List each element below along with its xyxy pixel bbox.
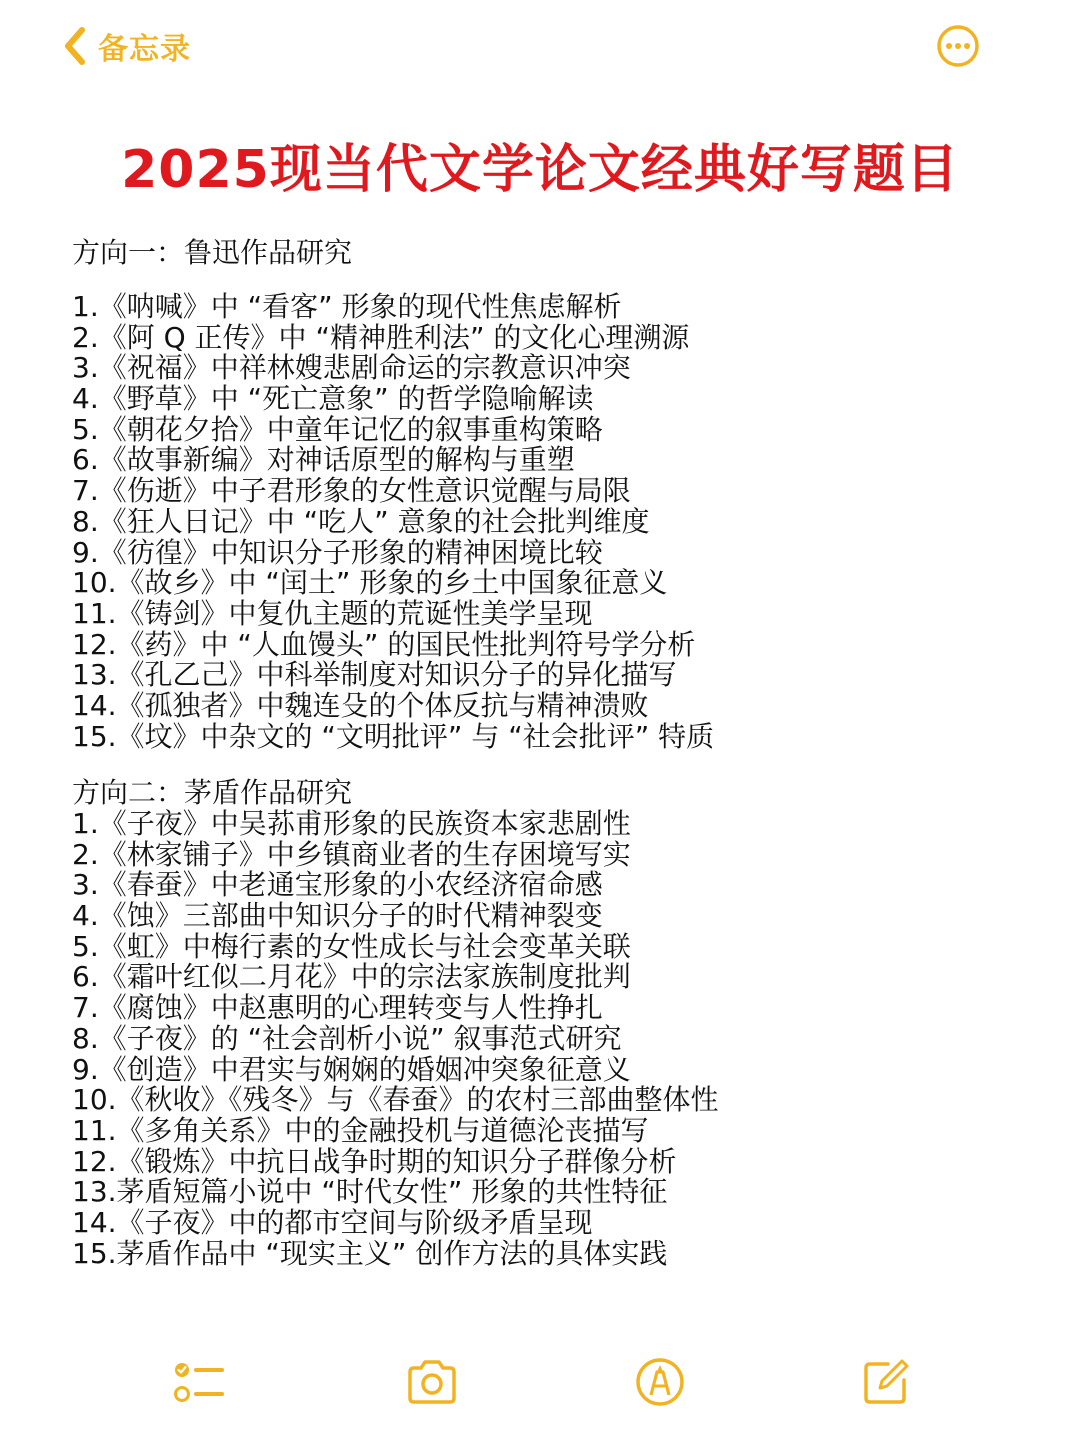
list-item: 11.《铸剑》中复仇主题的荒诞性美学呈现 [72, 596, 593, 630]
list-item: 6.《霜叶红似二月花》中的宗法家族制度批判 [72, 960, 631, 994]
list-item: 13.《孔乙己》中科举制度对知识分子的异化描写 [72, 658, 677, 692]
list-item: 8.《子夜》的 “社会剖析小说” 叙事范式研究 [72, 1021, 622, 1055]
list-item: 10.《秋收》《残冬》与《春蚕》的农村三部曲整体性 [72, 1083, 719, 1117]
list-item: 1.《子夜》中吴荪甫形象的民族资本家悲剧性 [72, 807, 631, 840]
list-item: 2.《林家铺子》中乡镇商业者的生存困境写实 [72, 837, 631, 871]
compose-icon [858, 1354, 914, 1410]
list-item: 15.茅盾作品中 “现实主义” 创作方法的具体实践 [72, 1236, 668, 1270]
list-item: 8.《狂人日记》中 “吃人” 意象的社会批判维度 [72, 504, 650, 538]
top-navigation-bar [0, 0, 1080, 100]
list-item: 5.《虹》中梅行素的女性成长与社会变革关联 [72, 929, 631, 963]
list-item: 14.《子夜》中的都市空间与阶级矛盾呈现 [72, 1205, 593, 1239]
note-title[interactable]: 2025现当代文学论文经典好写题目 [121, 140, 959, 200]
list-item: 10.《故乡》中 “闰土” 形象的乡土中国象征意义 [72, 566, 668, 600]
checklist-icon [170, 1354, 226, 1410]
more-ellipsis-icon [934, 22, 982, 70]
back-button-label: 备忘录 [98, 32, 191, 67]
list-item: 14.《孤独者》中魏连殳的个体反抗与精神溃败 [72, 688, 649, 722]
list-item: 9.《创造》中君实与娴娴的婚姻冲突象征意义 [72, 1052, 631, 1086]
list-item: 7.《腐蚀》中赵惠明的心理转变与人性挣扎 [72, 991, 603, 1025]
list-item: 12.《锻炼》中抗日战争时期的知识分子群像分析 [72, 1144, 677, 1178]
list-item: 4.《野草》中 “死亡意象” 的哲学隐喻解读 [72, 382, 594, 416]
markup-pen-icon [632, 1354, 688, 1410]
more-options-button[interactable] [934, 22, 982, 70]
list-item: 12.《药》中 “人血馒头” 的国民性批判符号学分析 [72, 627, 696, 661]
checklist-button[interactable] [170, 1354, 226, 1410]
camera-button[interactable] [404, 1354, 460, 1410]
camera-icon [404, 1354, 460, 1410]
list-item: 3.《春蚕》中老通宝形象的小农经济宿命感 [72, 868, 603, 902]
section-heading: 方向二：茅盾作品研究 [72, 776, 353, 810]
list-item: 5.《朝花夕拾》中童年记忆的叙事重构策略 [72, 412, 603, 446]
list-item: 6.《故事新编》对神话原型的解构与重塑 [72, 443, 575, 477]
list-item: 11.《多角关系》中的金融投机与道德沦丧描写 [72, 1113, 649, 1147]
chevron-left-icon [62, 25, 88, 67]
list-item: 15.《坟》中杂文的 “文明批评” 与 “社会批评” 特质 [72, 719, 715, 753]
section-gap [72, 752, 1032, 778]
back-button[interactable] [62, 22, 191, 70]
markup-button[interactable] [632, 1354, 688, 1410]
list-item: 2.《阿 Q 正传》中 “精神胜利法” 的文化心理溯源 [72, 320, 690, 354]
compose-button[interactable] [858, 1354, 914, 1410]
list-item: 4.《蚀》三部曲中知识分子的时代精神裂变 [72, 899, 603, 933]
note-body[interactable] [72, 230, 1032, 1269]
list-item: 9.《彷徨》中知识分子形象的精神困境比较 [72, 535, 603, 569]
list-item: 3.《祝福》中祥林嫂悲剧命运的宗教意识冲突 [72, 351, 631, 385]
bottom-toolbar [0, 1340, 1080, 1420]
section-heading: 方向一：鲁迅作品研究 [72, 236, 353, 269]
list-item: 1.《呐喊》中 “看客” 形象的现代性焦虑解析 [72, 290, 622, 323]
list-item: 13.茅盾短篇小说中 “时代女性” 形象的共性特征 [72, 1175, 668, 1209]
list-item: 7.《伤逝》中子君形象的女性意识觉醒与局限 [72, 474, 631, 508]
